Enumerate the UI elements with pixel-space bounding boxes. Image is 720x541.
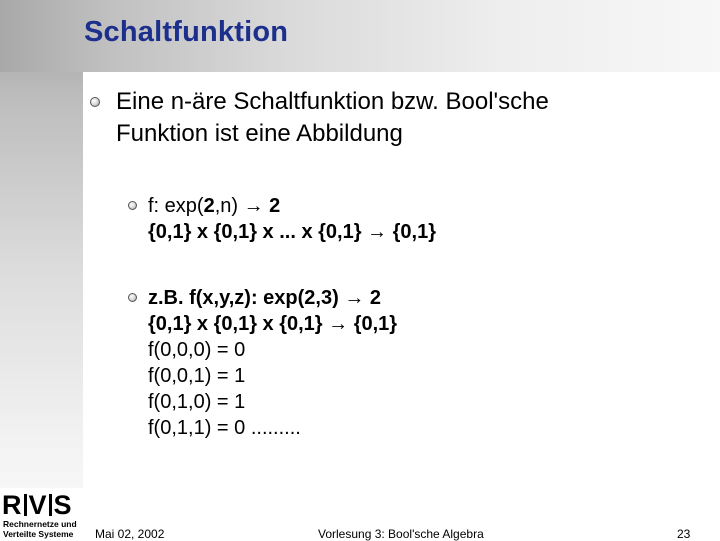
function-value-line: f(0,0,0) = 0 [148, 339, 246, 361]
logo-subtitle-line-1: Rechnernetze und [3, 519, 77, 529]
mapping-bold-2: 2 [203, 195, 215, 217]
main-bullet-line-1: Eine n-äre Schaltfunktion bzw. Bool'sche [116, 88, 549, 115]
logo-letter: S [53, 490, 72, 520]
function-value-line: f(0,0,1) = 1 [148, 365, 246, 387]
logo-subtitle-line-2: Verteilte Systeme [3, 529, 74, 539]
bullet-icon [90, 97, 100, 107]
function-value-line: f(0,1,0) = 1 [148, 391, 246, 413]
sub-bullet-2-text [148, 285, 397, 441]
codomain-text: {0,1} [348, 313, 398, 335]
arrow-icon: → [344, 287, 365, 309]
sub-bullet-1-line-2 [148, 219, 436, 245]
sub-bullet-2-line-2 [148, 311, 397, 337]
rvs-logo [0, 490, 83, 540]
domain-text: {0,1} x {0,1} x {0,1} [148, 313, 329, 335]
mapping-bold-2: 2 [263, 195, 281, 217]
slide-title: Schaltfunktion [84, 16, 289, 48]
sub-bullet-icon [128, 201, 137, 210]
domain-text: {0,1} x {0,1} x ... x {0,1} [148, 221, 368, 243]
sub-bullet-1-text [148, 193, 436, 245]
footer-page-number: 23 [677, 527, 691, 541]
arrow-icon: → [328, 313, 349, 335]
codomain-text: {0,1} [387, 221, 436, 243]
example-text: z.B. f(x,y,z): exp(2,3) [148, 287, 345, 309]
function-value-line: f(0,1,1) = 0 ......... [148, 417, 301, 439]
sub-bullet-icon [128, 293, 137, 302]
logo-letter: V [28, 490, 47, 520]
logo-divider [49, 494, 52, 516]
sub-bullet-2-line-1 [148, 285, 397, 311]
footer-date: Mai 02, 2002 [95, 527, 165, 541]
main-bullet-text [116, 86, 549, 150]
mapping-bold-2: 2 [364, 287, 382, 309]
sub-bullet-1-line-1 [148, 193, 436, 219]
logo-letters [2, 490, 72, 521]
logo-divider [24, 494, 27, 516]
logo-letter: R [2, 490, 22, 520]
arrow-icon: → [367, 221, 388, 243]
mapping-text: f: exp( [148, 195, 204, 217]
main-bullet-line-2: Funktion ist eine Abbildung [116, 120, 403, 147]
arrow-icon: → [243, 195, 264, 217]
mapping-text: ,n) [214, 195, 244, 217]
footer-lecture-title: Vorlesung 3: Bool'sche Algebra [318, 527, 484, 541]
